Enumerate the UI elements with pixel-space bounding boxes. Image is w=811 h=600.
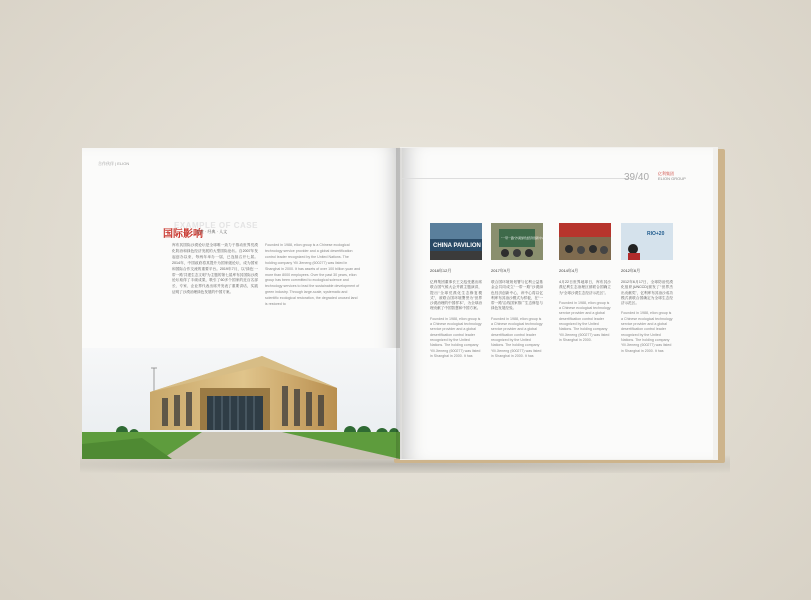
event-photo <box>559 223 611 260</box>
building-photo <box>82 348 400 459</box>
left-page <box>82 148 400 459</box>
event-description-cn: 4月22日世界地球日，库布其沙漠亿利生态治理区被联合国确立为“全球沙漠生态经济示范区”。 <box>559 280 611 295</box>
event-description-cn: 联合国环境规划署与亿利公益基金会共同成立“一带一路”沙漠绿色经济创新中心，该中心将以亿利库布其治沙模式为样板，在“一带一路”沿线国家推广生态修复与绿色发展经验。 <box>491 280 543 311</box>
right-page <box>402 148 713 459</box>
event-photo <box>621 223 673 260</box>
event-description-en: Founded in 1988, elion group is a Chinese ecological technology service provider and a global desertification control leader recognized by the United Nations. The holding company Yili Jieneng (600277) was listed in Shanghai in 2000. It has <box>491 316 543 358</box>
event-description-cn: 亿利集团董事长王文彪受邀出席联合国气候大会并做主题演讲，提出“全球荒漠化生态修复模式”，被联合国环境署誉为“世界沙漠治理的中国样本”，为全球治理贡献了中国智慧和中国方案。 <box>430 280 482 311</box>
event-description-en: Founded in 1988, elion group is a Chinese ecological technology service provider and a global desertification control leader recognized by the United Nations. The holding company Yili Jieneng (600277) was listed in Shanghai in 2000. <box>559 300 611 342</box>
chinese-paragraph: 库布其国际沙漠论坛是全球唯一致力于推动世界荒漠化防治和绿色经济发展的大型国际论坛。自2007年发起创办以来，每两年举办一届，已连续召开七届。2014年，中国政府将其提升为国家级论坛，成为国家和国际合作交流的重要平台。2019年7月，以“绿色‘一带一路’共建生态文明”为主题的第七届库布其国际沙漠论坛取得了丰硕成果，吸引了60多个国家的近百名部长、专家、企业界代表出席并发表了重要讲话，实践证明了沙漠治理绿色发展的中国方案。 <box>172 243 258 295</box>
case-watermark: EXAMPLE OF CASE <box>174 221 258 230</box>
photo-caption: RIO+20 <box>647 231 665 237</box>
photo-caption: CHINA PAVILION <box>433 243 481 249</box>
event-description-en: Founded in 1988, elion group is a Chinese ecological technology service provider and a global desertification control leader recognized by the United Nations. The holding company Yili Jieneng (600277) was listed in Shanghai in 2000. It has <box>621 311 673 353</box>
event-photo <box>491 223 543 260</box>
event-date: 2018年12月 <box>430 268 452 273</box>
header-rule <box>402 178 632 179</box>
brand-subtitle: ELION GROUP <box>658 176 686 181</box>
timeline-column <box>621 223 673 354</box>
left-page-header: 合作伙伴 | ELION <box>98 161 130 166</box>
brand-name: 亿利集团 <box>658 171 674 176</box>
timeline-column <box>430 223 482 359</box>
brand-logo <box>658 171 686 181</box>
event-date: 2012年6月 <box>621 268 641 273</box>
event-date: 2014年4月 <box>559 268 579 273</box>
event-description-cn: 2012年6月17日，全球防治荒漠化组织(UNCCD)颁发了“世界杰出贡献奖”，亿利库布其治沙成功模式被联合国确定为全球生态经济示范区。 <box>621 280 673 306</box>
timeline-column <box>491 223 543 359</box>
photo-caption: “一带一路”沙漠绿色经济创新中心 <box>501 236 543 240</box>
english-paragraph: Founded in 1988, elion group is a Chinese ecological technology service provider and a global desertification control leader recognized by the United Nations. The holding company Yili Jieneng (600277) was listed in Shanghai in 2000. It has assets of over 100 billion yuan and more than 8000 employees. Over the past 30 years, elion group has been committed to ecological science and technology services to lead the sustainable development of green industry. Through large-scale, systematic and scientific ecological restoration, the degraded unused land is restored to <box>265 243 361 307</box>
page-number: 39/40 <box>624 172 650 183</box>
event-description-en: Founded in 1988, elion group is a Chinese ecological technology service provider and a global desertification control leader recognized by the United Nations. The holding company Yili Jieneng (600277) was listed in Shanghai in 2000. It has <box>430 316 482 358</box>
event-date: 2017年9月 <box>491 268 511 273</box>
event-photo <box>430 223 482 260</box>
case-title: 国际影响 <box>163 229 203 240</box>
timeline-column <box>559 223 611 343</box>
case-subtitle: 企业 · 经典 · 人文 <box>196 229 228 234</box>
